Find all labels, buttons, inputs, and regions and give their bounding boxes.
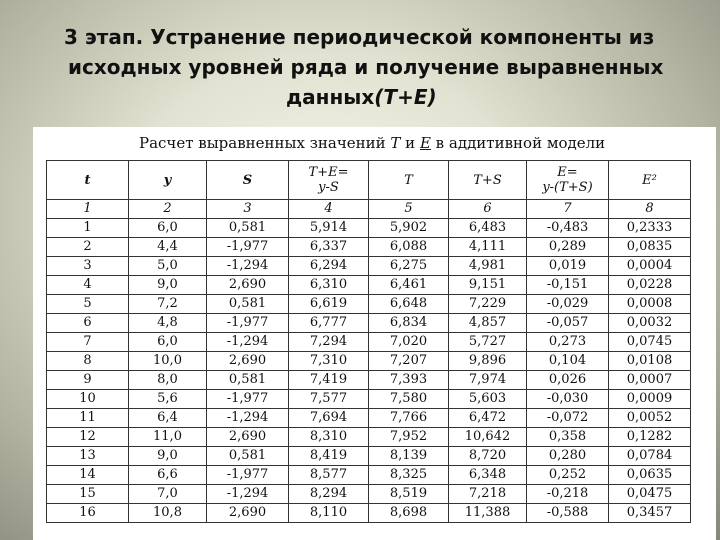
table-cell: -1,977 bbox=[207, 390, 289, 409]
column-number-cell: 2 bbox=[129, 200, 207, 219]
heading-line-3-text: данных bbox=[286, 85, 375, 109]
table-cell: 4,111 bbox=[449, 238, 527, 257]
column-header-line-1: T+S bbox=[473, 172, 502, 188]
table-cell: -1,977 bbox=[207, 238, 289, 257]
table-cell: 0,0475 bbox=[609, 485, 691, 504]
table-cell: 6,088 bbox=[369, 238, 449, 257]
column-number-cell: 1 bbox=[47, 200, 129, 219]
table-cell: 4,981 bbox=[449, 257, 527, 276]
table-cell: 0,0004 bbox=[609, 257, 691, 276]
column-number-cell: 5 bbox=[369, 200, 449, 219]
table-cell: 8,419 bbox=[289, 447, 369, 466]
column-header-line-1: E² bbox=[642, 172, 657, 188]
column-header-line-2: y-S bbox=[318, 180, 339, 195]
table-cell: 0,0784 bbox=[609, 447, 691, 466]
table-cell: 0,289 bbox=[527, 238, 609, 257]
table-cell: 0,0032 bbox=[609, 314, 691, 333]
table-cell: 14 bbox=[47, 466, 129, 485]
table-cell: 7,577 bbox=[289, 390, 369, 409]
table-cell: 8,577 bbox=[289, 466, 369, 485]
column-number-cell: 7 bbox=[527, 200, 609, 219]
table-cell: 8,110 bbox=[289, 504, 369, 523]
table-cell: 7,310 bbox=[289, 352, 369, 371]
table-cell: 0,252 bbox=[527, 466, 609, 485]
table-cell: 0,0108 bbox=[609, 352, 691, 371]
column-header bbox=[207, 161, 289, 200]
heading-line-2: исходных уровней ряда и получение выравненных bbox=[68, 55, 664, 79]
table-row bbox=[47, 333, 691, 352]
table-cell: 0,104 bbox=[527, 352, 609, 371]
table-cell: 0,581 bbox=[207, 371, 289, 390]
table-cell: 16 bbox=[47, 504, 129, 523]
table-row bbox=[47, 238, 691, 257]
table-cell: 7,229 bbox=[449, 295, 527, 314]
table-row bbox=[47, 219, 691, 238]
table-cell: 0,273 bbox=[527, 333, 609, 352]
table-cell: 7,393 bbox=[369, 371, 449, 390]
table-cell: 0,3457 bbox=[609, 504, 691, 523]
table-cell: 7,419 bbox=[289, 371, 369, 390]
table-cell: 7,207 bbox=[369, 352, 449, 371]
table-cell: 8,519 bbox=[369, 485, 449, 504]
table-cell: -0,057 bbox=[527, 314, 609, 333]
table-cell: 4,857 bbox=[449, 314, 527, 333]
column-header bbox=[289, 161, 369, 200]
table-cell: -1,294 bbox=[207, 485, 289, 504]
table-cell: 0,0745 bbox=[609, 333, 691, 352]
table-cell: 2 bbox=[47, 238, 129, 257]
table-cell: 6,310 bbox=[289, 276, 369, 295]
table-row bbox=[47, 314, 691, 333]
table-cell: 1 bbox=[47, 219, 129, 238]
table-cell: 5,914 bbox=[289, 219, 369, 238]
table-cell: 10,8 bbox=[129, 504, 207, 523]
table-cell: 6 bbox=[47, 314, 129, 333]
column-header-line-1: S bbox=[242, 172, 253, 188]
table-cell: 9 bbox=[47, 371, 129, 390]
table-cell: 4,8 bbox=[129, 314, 207, 333]
table-cell: 0,0635 bbox=[609, 466, 691, 485]
table-cell: -1,977 bbox=[207, 466, 289, 485]
table-row bbox=[47, 352, 691, 371]
table-cell: 11,388 bbox=[449, 504, 527, 523]
table-caption bbox=[139, 134, 605, 152]
table-cell: 8,720 bbox=[449, 447, 527, 466]
table-cell: 0,1282 bbox=[609, 428, 691, 447]
table-cell: 8 bbox=[47, 352, 129, 371]
table-cell: 7,218 bbox=[449, 485, 527, 504]
table-cell: 5,0 bbox=[129, 257, 207, 276]
column-number-cell: 8 bbox=[609, 200, 691, 219]
table-cell: -1,294 bbox=[207, 333, 289, 352]
table-cell: 5,902 bbox=[369, 219, 449, 238]
table-cell: 6,0 bbox=[129, 219, 207, 238]
table-cell: 8,139 bbox=[369, 447, 449, 466]
caption-var-e: E bbox=[419, 134, 431, 152]
header-row bbox=[47, 161, 691, 200]
table-cell: 8,310 bbox=[289, 428, 369, 447]
table-cell: -0,029 bbox=[527, 295, 609, 314]
table-cell: 7,580 bbox=[369, 390, 449, 409]
table-cell: 0,581 bbox=[207, 295, 289, 314]
table-cell: -0,072 bbox=[527, 409, 609, 428]
table-cell: 4,4 bbox=[129, 238, 207, 257]
caption-part-3: в аддитивной модели bbox=[430, 134, 606, 152]
table-cell: 8,294 bbox=[289, 485, 369, 504]
table-cell: 7 bbox=[47, 333, 129, 352]
table-cell: 5,603 bbox=[449, 390, 527, 409]
column-header bbox=[47, 161, 129, 200]
column-header-line-1: E= bbox=[557, 165, 578, 180]
table-cell: 7,694 bbox=[289, 409, 369, 428]
table-cell: 10 bbox=[47, 390, 129, 409]
column-header-line-1: t bbox=[84, 172, 91, 188]
table-cell: 2,690 bbox=[207, 352, 289, 371]
table-cell: 9,0 bbox=[129, 276, 207, 295]
table-cell: 0,0052 bbox=[609, 409, 691, 428]
table-cell: 0,019 bbox=[527, 257, 609, 276]
table-cell: -1,977 bbox=[207, 314, 289, 333]
table-cell: 0,026 bbox=[527, 371, 609, 390]
table-cell: 7,2 bbox=[129, 295, 207, 314]
table-cell: 7,0 bbox=[129, 485, 207, 504]
column-number-row bbox=[47, 200, 691, 219]
table-cell: 9,0 bbox=[129, 447, 207, 466]
table-cell: 3 bbox=[47, 257, 129, 276]
table-cell: 11,0 bbox=[129, 428, 207, 447]
table-cell: 5,727 bbox=[449, 333, 527, 352]
table-cell: 6,0 bbox=[129, 333, 207, 352]
table-cell: 9,896 bbox=[449, 352, 527, 371]
slide-heading bbox=[40, 22, 720, 112]
column-header-line-2: y-(T+S) bbox=[542, 180, 593, 195]
table-cell: 6,619 bbox=[289, 295, 369, 314]
table-cell: 2,690 bbox=[207, 428, 289, 447]
table-cell: 10,642 bbox=[449, 428, 527, 447]
table-cell: 0,0228 bbox=[609, 276, 691, 295]
table-cell: 10,0 bbox=[129, 352, 207, 371]
table-row bbox=[47, 485, 691, 504]
table-cell: 7,020 bbox=[369, 333, 449, 352]
table-cell: 7,974 bbox=[449, 371, 527, 390]
table-cell: 7,766 bbox=[369, 409, 449, 428]
table-row bbox=[47, 276, 691, 295]
table-cell: 0,0835 bbox=[609, 238, 691, 257]
table-cell: 8,0 bbox=[129, 371, 207, 390]
table-cell: 6,461 bbox=[369, 276, 449, 295]
caption-var-t: T bbox=[390, 134, 401, 152]
table-cell: 4 bbox=[47, 276, 129, 295]
table-cell: 6,294 bbox=[289, 257, 369, 276]
table-cell: 5 bbox=[47, 295, 129, 314]
table-cell: 2,690 bbox=[207, 504, 289, 523]
table-cell: -1,294 bbox=[207, 409, 289, 428]
heading-line-3-suffix: (T+E) bbox=[374, 85, 437, 109]
table-cell: 0,280 bbox=[527, 447, 609, 466]
table-cell: 2,690 bbox=[207, 276, 289, 295]
table-row bbox=[47, 466, 691, 485]
table-cell: 0,581 bbox=[207, 219, 289, 238]
table-cell: 0,2333 bbox=[609, 219, 691, 238]
table-row bbox=[47, 295, 691, 314]
table-cell: 0,0008 bbox=[609, 295, 691, 314]
table-cell: 9,151 bbox=[449, 276, 527, 295]
table-cell: 0,581 bbox=[207, 447, 289, 466]
column-number-cell: 4 bbox=[289, 200, 369, 219]
table-row bbox=[47, 428, 691, 447]
table-panel bbox=[33, 127, 716, 540]
column-header-line-1: T bbox=[404, 172, 413, 188]
column-number-cell: 6 bbox=[449, 200, 527, 219]
table-cell: 15 bbox=[47, 485, 129, 504]
column-header bbox=[369, 161, 449, 200]
table-cell: 6,648 bbox=[369, 295, 449, 314]
table-cell: 6,275 bbox=[369, 257, 449, 276]
table-cell: -0,218 bbox=[527, 485, 609, 504]
column-header bbox=[129, 161, 207, 200]
table-cell: 6,483 bbox=[449, 219, 527, 238]
column-header-line-1: T+E= bbox=[308, 165, 349, 180]
table-cell: 0,358 bbox=[527, 428, 609, 447]
table-cell: 11 bbox=[47, 409, 129, 428]
table-cell: 7,294 bbox=[289, 333, 369, 352]
caption-part-2: и bbox=[400, 134, 420, 152]
table-cell: 7,952 bbox=[369, 428, 449, 447]
table-cell: 8,325 bbox=[369, 466, 449, 485]
table-cell: 12 bbox=[47, 428, 129, 447]
table-row bbox=[47, 371, 691, 390]
table-cell: -0,483 bbox=[527, 219, 609, 238]
table-cell: -0,030 bbox=[527, 390, 609, 409]
table-row bbox=[47, 447, 691, 466]
table-row bbox=[47, 257, 691, 276]
table-cell: 6,337 bbox=[289, 238, 369, 257]
table-cell: 6,777 bbox=[289, 314, 369, 333]
table-row bbox=[47, 390, 691, 409]
table-row bbox=[47, 409, 691, 428]
heading-line-3 bbox=[40, 82, 720, 112]
table-cell: 6,6 bbox=[129, 466, 207, 485]
table-cell: -0,588 bbox=[527, 504, 609, 523]
table-cell: -0,151 bbox=[527, 276, 609, 295]
column-number-cell: 3 bbox=[207, 200, 289, 219]
table-cell: 5,6 bbox=[129, 390, 207, 409]
caption-part-1: Расчет выравненных значений bbox=[139, 134, 391, 152]
column-header-line-1: y bbox=[163, 172, 172, 188]
data-table bbox=[46, 160, 691, 523]
table-cell: 6,834 bbox=[369, 314, 449, 333]
table-cell: 8,698 bbox=[369, 504, 449, 523]
column-header bbox=[609, 161, 691, 200]
table-cell: 13 bbox=[47, 447, 129, 466]
table-cell: 6,348 bbox=[449, 466, 527, 485]
table-row bbox=[47, 504, 691, 523]
table-cell: 6,4 bbox=[129, 409, 207, 428]
column-header bbox=[449, 161, 527, 200]
column-header bbox=[527, 161, 609, 200]
table-cell: 0,0007 bbox=[609, 371, 691, 390]
table-cell: -1,294 bbox=[207, 257, 289, 276]
table-cell: 0,0009 bbox=[609, 390, 691, 409]
heading-line-1: 3 этап. Устранение периодической компоненты из bbox=[64, 25, 655, 49]
table-cell: 6,472 bbox=[449, 409, 527, 428]
